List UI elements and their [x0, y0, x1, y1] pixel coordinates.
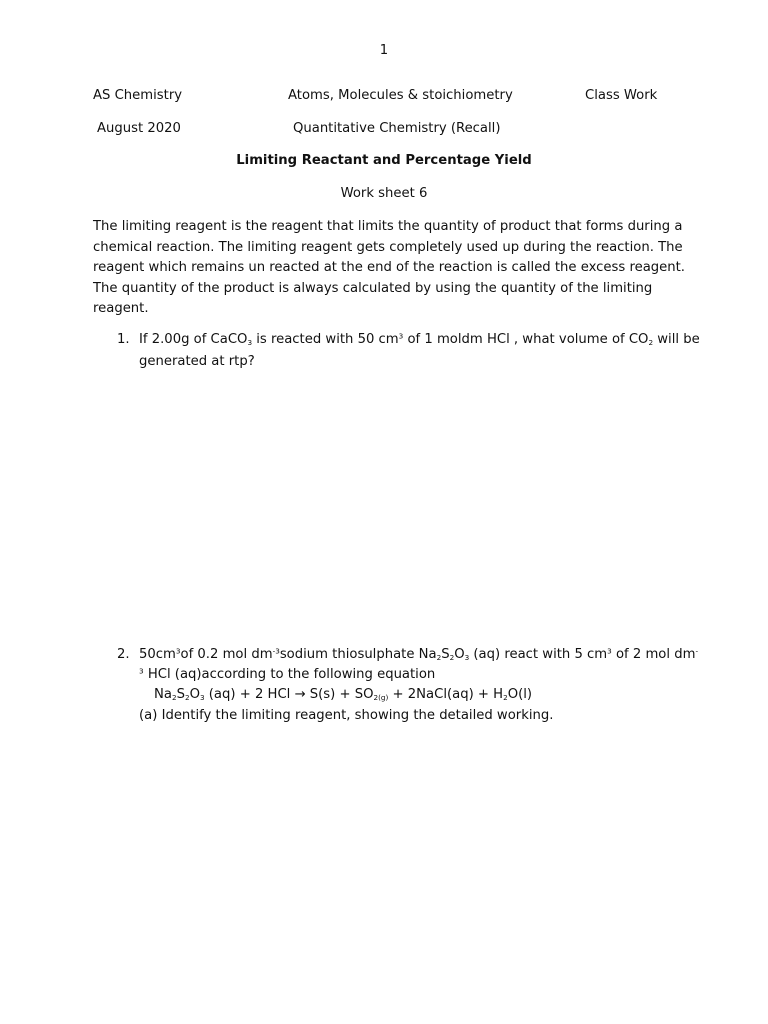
worksheet-subtitle: Work sheet 6: [340, 186, 428, 201]
worksheet-title: Limiting Reactant and Percentage Yield: [236, 153, 532, 168]
question-2-number: 2.: [117, 647, 130, 662]
intro-paragraph: [93, 217, 683, 320]
header-type: Class Work: [585, 88, 658, 103]
question-2-part-a: (a) Identify the limiting reagent, showing the detailed working.: [139, 708, 554, 723]
intro-line: reagent.: [93, 301, 149, 316]
intro-line: reagent which remains un reacted at the end of the reaction is called the excess reagent.: [93, 260, 685, 275]
question-2-text: $50cm^3of$ 0.2 mol $dm^{-3}sodium$ thiosulphate $Na_2S_2O_3$ (aq) react with 5 $cm^3$ of 2 mol dm-: [139, 646, 699, 662]
intro-line: chemical reaction. The limiting reagent gets completely used up during the reaction. The: [93, 239, 683, 255]
header-course: AS Chemistry: [93, 88, 183, 103]
question-1-number: 1.: [117, 332, 130, 347]
question-2-text-line-2: $^3$ HCl (aq)according to the following equation: [139, 666, 436, 682]
intro-line: The limiting reagent is the reagent that limits the quantity of product that forms during a: [93, 219, 683, 234]
header-subtopic: Quantitative Chemistry (Recall): [293, 121, 501, 136]
question-1-text-line-2: generated at rtp?: [139, 354, 255, 369]
header-topic: Atoms, Molecules & stoichiometry: [288, 88, 513, 103]
question-1-text: If 2.00g of CaCO$_3$ is reacted with 50 $cm^3$ of 1 moldm HCl , what volume of $CO_2$ will be: [139, 331, 700, 347]
intro-line: The quantity of the product is always calculated by using the quantity of the limiting: [93, 280, 653, 296]
chemical-equation: $Na_2S_2O_3$ (aq) + 2 HCl → $S(s) + SO_{2(g)}$ + 2NaCl(aq) + $H_2O(l)$: [154, 687, 533, 702]
header-date: August 2020: [97, 121, 181, 136]
page-number: 1: [379, 43, 389, 58]
